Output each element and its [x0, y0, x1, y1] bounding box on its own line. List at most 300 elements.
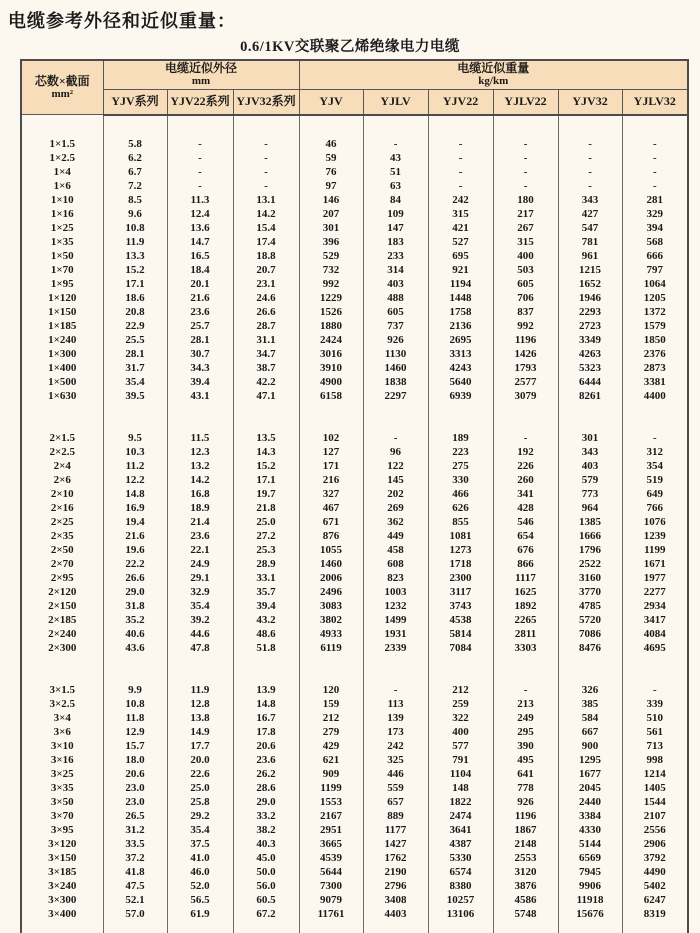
value-cell: 25.3 — [233, 543, 299, 557]
table-row — [21, 837, 688, 851]
diameter-group-line1: 电缆近似外径 — [165, 61, 238, 75]
value-cell: 889 — [363, 809, 428, 823]
gap-cell — [493, 921, 558, 933]
value-cell: 6939 — [428, 389, 493, 403]
value-cell: 13.5 — [233, 431, 299, 445]
value-cell: 15.2 — [103, 263, 167, 277]
value-cell: 61.9 — [167, 907, 233, 921]
value-cell: 29.0 — [233, 795, 299, 809]
value-cell: 11.9 — [103, 235, 167, 249]
spec-cell: 3×10 — [50, 739, 74, 752]
value-cell: 120 — [299, 683, 363, 697]
value-cell: 31.8 — [103, 599, 167, 613]
value-cell: 797 — [622, 263, 688, 277]
table-row — [21, 585, 688, 599]
value-cell: 84 — [363, 193, 428, 207]
value-cell: 22.2 — [103, 557, 167, 571]
value-cell: 13.9 — [233, 683, 299, 697]
value-cell: 23.1 — [233, 277, 299, 291]
spec-cell: 1×1.5 — [49, 137, 76, 150]
value-cell: 1215 — [558, 263, 622, 277]
value-cell: - — [428, 151, 493, 165]
value-cell: - — [493, 179, 558, 193]
spec-cell: 2×185 — [48, 613, 77, 626]
value-cell: 676 — [493, 543, 558, 557]
value-cell: 24.6 — [233, 291, 299, 305]
spec-cell: 3×150 — [48, 851, 77, 864]
value-cell: 992 — [493, 319, 558, 333]
value-cell: 4785 — [558, 599, 622, 613]
value-cell: 8476 — [558, 641, 622, 655]
value-cell: 766 — [622, 501, 688, 515]
value-cell: 259 — [428, 697, 493, 711]
table-row — [21, 333, 688, 347]
value-cell: 605 — [363, 305, 428, 319]
value-cell: 791 — [428, 753, 493, 767]
value-cell: 3802 — [299, 613, 363, 627]
value-cell: 8261 — [558, 389, 622, 403]
value-cell: 38.2 — [233, 823, 299, 837]
gap-cell — [428, 655, 493, 683]
value-cell: 122 — [363, 459, 428, 473]
gap-cell — [233, 403, 299, 431]
value-cell: 4538 — [428, 613, 493, 627]
table-row — [21, 445, 688, 459]
value-cell: 13106 — [428, 907, 493, 921]
table-row — [21, 711, 688, 725]
value-cell: 1214 — [622, 767, 688, 781]
spec-header-line1: 芯数×截面 — [34, 73, 90, 88]
value-cell: 449 — [363, 529, 428, 543]
value-cell: 322 — [428, 711, 493, 725]
table-row — [21, 305, 688, 319]
table-body — [21, 115, 688, 933]
value-cell: 4539 — [299, 851, 363, 865]
value-cell: 546 — [493, 515, 558, 529]
value-cell: 14.2 — [167, 473, 233, 487]
table-row — [21, 263, 688, 277]
value-cell: 488 — [363, 291, 428, 305]
gap-cell — [493, 403, 558, 431]
value-cell: 362 — [363, 515, 428, 529]
spec-cell: 2×300 — [48, 641, 77, 654]
gap-cell — [622, 655, 688, 683]
value-cell: 315 — [493, 235, 558, 249]
value-cell: 212 — [428, 683, 493, 697]
value-cell: 109 — [363, 207, 428, 221]
value-cell: 11.2 — [103, 459, 167, 473]
value-cell: 4695 — [622, 641, 688, 655]
value-cell: 2553 — [493, 851, 558, 865]
table-row — [21, 207, 688, 221]
value-cell: 5748 — [493, 907, 558, 921]
spec-cell: 2×10 — [50, 487, 74, 500]
value-cell: - — [622, 151, 688, 165]
value-cell: 1426 — [493, 347, 558, 361]
value-cell: 180 — [493, 193, 558, 207]
value-cell: 14.3 — [233, 445, 299, 459]
value-cell: 2522 — [558, 557, 622, 571]
spec-cell: 1×185 — [48, 319, 77, 332]
value-cell: 876 — [299, 529, 363, 543]
value-cell: 3079 — [493, 389, 558, 403]
table-row — [21, 389, 688, 403]
spec-cell: 1×500 — [48, 375, 77, 388]
value-cell: 1130 — [363, 347, 428, 361]
value-cell: 267 — [493, 221, 558, 235]
value-cell: 1104 — [428, 767, 493, 781]
value-cell: 242 — [363, 739, 428, 753]
value-cell: 4387 — [428, 837, 493, 851]
value-cell: 13.6 — [167, 221, 233, 235]
value-cell: 2277 — [622, 585, 688, 599]
gap-cell — [167, 403, 233, 431]
value-cell: 13.3 — [103, 249, 167, 263]
gap-cell — [622, 115, 688, 137]
value-cell: 281 — [622, 193, 688, 207]
value-cell: 446 — [363, 767, 428, 781]
value-cell: 6444 — [558, 375, 622, 389]
series-header-yjv32-xilie: YJV32系列 — [233, 90, 299, 115]
value-cell: 39.2 — [167, 613, 233, 627]
value-cell: 2006 — [299, 571, 363, 585]
spec-cell: 1×70 — [50, 263, 74, 276]
value-cell: 23.0 — [103, 795, 167, 809]
value-cell: 5144 — [558, 837, 622, 851]
value-cell: 9906 — [558, 879, 622, 893]
value-cell: 2167 — [299, 809, 363, 823]
table-row — [21, 753, 688, 767]
value-cell: 25.0 — [167, 781, 233, 795]
gap-cell — [493, 115, 558, 137]
value-cell: 3083 — [299, 599, 363, 613]
value-cell: 52.0 — [167, 879, 233, 893]
value-cell: 31.2 — [103, 823, 167, 837]
value-cell: 1199 — [299, 781, 363, 795]
value-cell: 2376 — [622, 347, 688, 361]
value-cell: 626 — [428, 501, 493, 515]
value-cell: 9079 — [299, 893, 363, 907]
gap-cell — [299, 403, 363, 431]
value-cell: 113 — [363, 697, 428, 711]
spec-cell: 1×120 — [48, 291, 77, 304]
value-cell: 35.4 — [167, 599, 233, 613]
value-cell: 458 — [363, 543, 428, 557]
value-cell: 145 — [363, 473, 428, 487]
value-cell: - — [622, 165, 688, 179]
table-row — [21, 193, 688, 207]
spec-cell: 3×6 — [53, 725, 71, 738]
value-cell: 7.2 — [103, 179, 167, 193]
spec-cell: 2×2.5 — [49, 445, 76, 458]
table-row — [21, 767, 688, 781]
value-cell: 2906 — [622, 837, 688, 851]
table-row — [21, 291, 688, 305]
value-cell: 561 — [622, 725, 688, 739]
value-cell: - — [558, 165, 622, 179]
value-cell: 330 — [428, 473, 493, 487]
spec-cell: 1×630 — [48, 389, 77, 402]
value-cell: 12.9 — [103, 725, 167, 739]
gap-cell — [363, 403, 428, 431]
value-cell: 503 — [493, 263, 558, 277]
value-cell: 17.8 — [233, 725, 299, 739]
value-cell: 35.4 — [103, 375, 167, 389]
value-cell: 427 — [558, 207, 622, 221]
value-cell: 1177 — [363, 823, 428, 837]
value-cell: 6574 — [428, 865, 493, 879]
value-cell: 666 — [622, 249, 688, 263]
value-cell: 909 — [299, 767, 363, 781]
value-cell: 2951 — [299, 823, 363, 837]
value-cell: 226 — [493, 459, 558, 473]
value-cell: 2339 — [363, 641, 428, 655]
value-cell: 18.9 — [167, 501, 233, 515]
table-row — [21, 137, 688, 151]
value-cell: 8.5 — [103, 193, 167, 207]
value-cell: 28.1 — [167, 333, 233, 347]
gap-cell — [167, 115, 233, 137]
value-cell: 1385 — [558, 515, 622, 529]
value-cell: 20.7 — [233, 263, 299, 277]
gap-cell — [21, 115, 103, 137]
value-cell: 2148 — [493, 837, 558, 851]
value-cell: - — [622, 137, 688, 151]
value-cell: 26.6 — [233, 305, 299, 319]
weight-group-line1: 电缆近似重量 — [457, 61, 530, 75]
value-cell: 671 — [299, 515, 363, 529]
value-cell: 2577 — [493, 375, 558, 389]
gap-cell — [558, 921, 622, 933]
value-cell: 921 — [428, 263, 493, 277]
spec-cell: 1×95 — [50, 277, 74, 290]
value-cell: 146 — [299, 193, 363, 207]
value-cell: 1199 — [622, 543, 688, 557]
value-cell: - — [167, 137, 233, 151]
spec-cell: 1×150 — [48, 305, 77, 318]
value-cell: 6569 — [558, 851, 622, 865]
value-cell: 10.8 — [103, 697, 167, 711]
value-cell: 37.5 — [167, 837, 233, 851]
value-cell: 15.4 — [233, 221, 299, 235]
value-cell: 32.9 — [167, 585, 233, 599]
spec-cell: 1×16 — [50, 207, 74, 220]
value-cell: 18.8 — [233, 249, 299, 263]
value-cell: - — [493, 137, 558, 151]
value-cell: 1239 — [622, 529, 688, 543]
value-cell: 341 — [493, 487, 558, 501]
value-cell: 15.2 — [233, 459, 299, 473]
value-cell: 31.1 — [233, 333, 299, 347]
value-cell: 3910 — [299, 361, 363, 375]
value-cell: - — [167, 165, 233, 179]
spec-cell: 3×35 — [50, 781, 74, 794]
value-cell: 8319 — [622, 907, 688, 921]
gap-cell — [363, 921, 428, 933]
value-cell: 38.7 — [233, 361, 299, 375]
table-row — [21, 249, 688, 263]
value-cell: 20.1 — [167, 277, 233, 291]
value-cell: 76 — [299, 165, 363, 179]
value-cell: - — [622, 683, 688, 697]
value-cell: - — [493, 431, 558, 445]
spec-header-line2: mm² — [51, 87, 74, 100]
value-cell: 25.8 — [167, 795, 233, 809]
value-cell: 19.4 — [103, 515, 167, 529]
table-row — [21, 725, 688, 739]
value-cell: 4900 — [299, 375, 363, 389]
value-cell: 13.1 — [233, 193, 299, 207]
page-title: 电缆参考外径和近似重量： — [8, 11, 236, 31]
table-row — [21, 543, 688, 557]
value-cell: 6119 — [299, 641, 363, 655]
value-cell: 339 — [622, 697, 688, 711]
value-cell: 43.2 — [233, 613, 299, 627]
value-cell: 173 — [363, 725, 428, 739]
table-row — [21, 893, 688, 907]
gap-cell — [103, 115, 167, 137]
value-cell: 1499 — [363, 613, 428, 627]
value-cell: 7300 — [299, 879, 363, 893]
value-cell: 1666 — [558, 529, 622, 543]
value-cell: 1931 — [363, 627, 428, 641]
value-cell: 1064 — [622, 277, 688, 291]
value-cell: 35.2 — [103, 613, 167, 627]
value-cell: 1946 — [558, 291, 622, 305]
value-cell: 992 — [299, 277, 363, 291]
table-row — [21, 375, 688, 389]
value-cell: 25.0 — [233, 515, 299, 529]
value-cell: 21.4 — [167, 515, 233, 529]
spec-cell: 1×25 — [50, 221, 74, 234]
table-row — [21, 809, 688, 823]
value-cell: 900 — [558, 739, 622, 753]
value-cell: 147 — [363, 221, 428, 235]
value-cell: 295 — [493, 725, 558, 739]
table-row — [21, 221, 688, 235]
series-header-yjv-xilie: YJV系列 — [103, 90, 167, 115]
value-cell: 4400 — [622, 389, 688, 403]
value-cell: 39.5 — [103, 389, 167, 403]
value-cell: 773 — [558, 487, 622, 501]
value-cell: 584 — [558, 711, 622, 725]
value-cell: 343 — [558, 445, 622, 459]
value-cell: 16.7 — [233, 711, 299, 725]
value-cell: 1372 — [622, 305, 688, 319]
value-cell: 6247 — [622, 893, 688, 907]
value-cell: 56.0 — [233, 879, 299, 893]
value-cell: 171 — [299, 459, 363, 473]
value-cell: 559 — [363, 781, 428, 795]
value-cell: 4084 — [622, 627, 688, 641]
table-row — [21, 571, 688, 585]
value-cell: 3665 — [299, 837, 363, 851]
value-cell: 9.6 — [103, 207, 167, 221]
value-cell: 964 — [558, 501, 622, 515]
value-cell: 926 — [493, 795, 558, 809]
value-cell: 249 — [493, 711, 558, 725]
value-cell: 608 — [363, 557, 428, 571]
value-cell: 17.1 — [103, 277, 167, 291]
value-cell: 14.9 — [167, 725, 233, 739]
gap-cell — [558, 655, 622, 683]
gap-cell — [428, 115, 493, 137]
value-cell: 4490 — [622, 865, 688, 879]
value-cell: 217 — [493, 207, 558, 221]
value-cell: 1671 — [622, 557, 688, 571]
value-cell: 15.7 — [103, 739, 167, 753]
value-cell: 7084 — [428, 641, 493, 655]
value-cell: 467 — [299, 501, 363, 515]
gap-cell — [299, 115, 363, 137]
value-cell: - — [363, 683, 428, 697]
value-cell: 44.6 — [167, 627, 233, 641]
value-cell: 9.5 — [103, 431, 167, 445]
value-cell: 28.7 — [233, 319, 299, 333]
value-cell: 1758 — [428, 305, 493, 319]
value-cell: 1295 — [558, 753, 622, 767]
gap-cell — [493, 655, 558, 683]
value-cell: 1205 — [622, 291, 688, 305]
value-cell: 18.0 — [103, 753, 167, 767]
table-row — [21, 879, 688, 893]
value-cell: 1196 — [493, 333, 558, 347]
value-cell: 14.2 — [233, 207, 299, 221]
value-cell: 43.1 — [167, 389, 233, 403]
value-cell: 3381 — [622, 375, 688, 389]
value-cell: 1405 — [622, 781, 688, 795]
value-cell: - — [233, 151, 299, 165]
value-cell: 1553 — [299, 795, 363, 809]
value-cell: 2695 — [428, 333, 493, 347]
value-cell: 579 — [558, 473, 622, 487]
value-cell: 2811 — [493, 627, 558, 641]
value-cell: 22.6 — [167, 767, 233, 781]
value-cell: 25.5 — [103, 333, 167, 347]
value-cell: 3743 — [428, 599, 493, 613]
value-cell: 3120 — [493, 865, 558, 879]
value-cell: - — [558, 137, 622, 151]
value-cell: 148 — [428, 781, 493, 795]
value-cell: 732 — [299, 263, 363, 277]
value-cell: 5323 — [558, 361, 622, 375]
value-cell: 34.3 — [167, 361, 233, 375]
value-cell: 429 — [299, 739, 363, 753]
value-cell: - — [428, 179, 493, 193]
value-cell: 3417 — [622, 613, 688, 627]
value-cell: 22.9 — [103, 319, 167, 333]
series-header-yjlv: YJLV — [363, 90, 428, 115]
value-cell: 5644 — [299, 865, 363, 879]
value-cell: 428 — [493, 501, 558, 515]
value-cell: 16.9 — [103, 501, 167, 515]
value-cell: 5.8 — [103, 137, 167, 151]
value-cell: 25.7 — [167, 319, 233, 333]
table-row — [21, 599, 688, 613]
value-cell: 837 — [493, 305, 558, 319]
value-cell: 23.6 — [167, 305, 233, 319]
gap-cell — [103, 655, 167, 683]
value-cell: 396 — [299, 235, 363, 249]
value-cell: 1055 — [299, 543, 363, 557]
value-cell: 35.4 — [167, 823, 233, 837]
value-cell: 713 — [622, 739, 688, 753]
table-row — [21, 487, 688, 501]
value-cell: 855 — [428, 515, 493, 529]
value-cell: 22.1 — [167, 543, 233, 557]
table-row — [21, 613, 688, 627]
value-cell: 5330 — [428, 851, 493, 865]
